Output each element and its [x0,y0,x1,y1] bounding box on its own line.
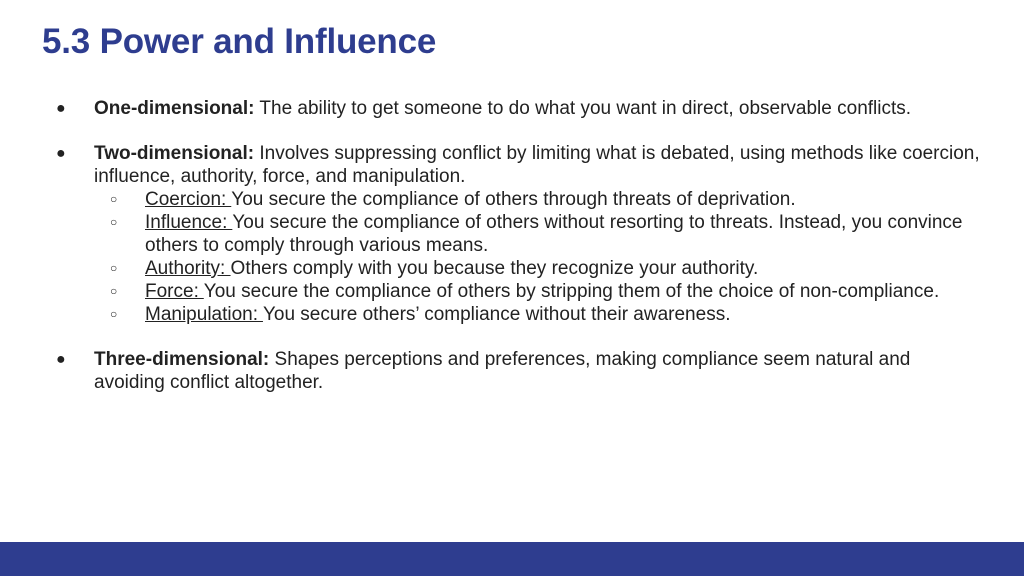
bullet-dot-icon: ● [56,145,66,162]
sub-list [94,188,986,326]
slide-title: 5.3 Power and Influence [42,22,437,61]
sub-item-text: Others comply with you because they recognize your authority. [230,258,759,279]
hollow-circle-icon: ○ [110,307,118,321]
sub-item-text: You secure the compliance of others by stripping them of the choice of non-compliance. [203,281,940,302]
bullet-one-dimensional [56,97,986,120]
sub-item-influence [94,211,986,257]
hollow-circle-icon: ○ [110,261,118,275]
footer-bar [0,542,1024,576]
sub-item-term: Force: [145,281,204,302]
bullet-term: Three-dimensional: [94,349,270,370]
slide-content [56,97,986,394]
bullet-dot-icon: ● [56,351,66,368]
bullet-text: The ability to get someone to do what you want in direct, observable conflicts. [254,98,912,119]
sub-item-text: You secure the compliance of others without resorting to threats. Instead, you convince others to comply through various means. [145,212,963,256]
sub-item-term: Coercion: [145,189,232,210]
sub-item-term: Influence: [145,212,233,233]
sub-item-term: Authority: [145,258,231,279]
bullet-three-dimensional [56,348,986,394]
hollow-circle-icon: ○ [110,215,118,229]
bullet-text: Involves suppressing conflict by limiting what is debated, using methods like coercion, influence, authority, force, and manipulation. [94,143,980,187]
sub-item-force [94,280,986,303]
sub-item-text: You secure the compliance of others through threats of deprivation. [231,189,796,210]
sub-item-term: Manipulation: [145,304,263,325]
sub-item-coercion [94,188,986,211]
sub-item-text: You secure others’ compliance without their awareness. [262,304,731,325]
bullet-dot-icon: ● [56,100,66,117]
sub-item-authority [94,257,986,280]
hollow-circle-icon: ○ [110,192,118,206]
bullet-term: Two-dimensional: [94,143,255,164]
bullet-text: Shapes perceptions and preferences, making compliance seem natural and avoiding conflict altogether. [94,349,911,393]
bullet-two-dimensional [56,142,986,326]
sub-item-manipulation [94,303,986,326]
hollow-circle-icon: ○ [110,284,118,298]
bullet-term: One-dimensional: [94,98,255,119]
